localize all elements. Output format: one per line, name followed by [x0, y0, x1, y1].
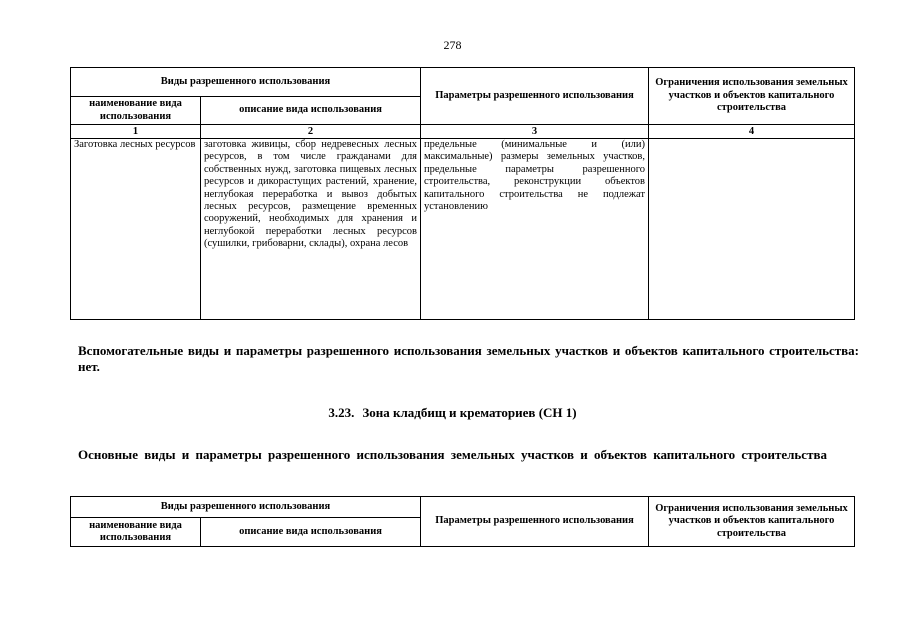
zone-heading-title: Зона кладбищ и крематориев (СН 1) [362, 405, 577, 420]
cell-use-description: заготовка живицы, сбор недревесных лесных ресурсов, в том числе гражданами для собственных нужд, заготовка пищевых лесных ресурсов и дикорастущих растений, хранение, неглубокая переработка и вывоз добытых лесных ресурсов, размещение временных сооружений, необходимых для хранения и неглубокой переработки лесных ресурсов (сушилки, грибоварни, склады), охрана лесов [201, 139, 421, 320]
cell-use-name: Заготовка лесных ресурсов [71, 139, 201, 320]
header-parameters: Параметры разрешенного использования [421, 497, 649, 547]
zone-heading-number: 3.23. [328, 405, 355, 420]
page-number: 278 [443, 38, 462, 52]
header-use-name: наименование вида использования [71, 97, 201, 125]
column-number-1: 1 [71, 125, 201, 139]
header-parameters: Параметры разрешенного использования [421, 68, 649, 125]
auxiliary-uses-paragraph: Вспомогательные виды и параметры разрешенного использования земельных участков и объектов капитального строительства: нет. [78, 343, 859, 374]
header-restrictions: Ограничения использования земельных участков и объектов капитального строительства [649, 497, 855, 547]
table-row [71, 139, 855, 320]
header-use-name: наименование вида использования [71, 518, 201, 547]
header-permitted-use-types: Виды разрешенного использования [71, 68, 421, 97]
column-number-2: 2 [201, 125, 421, 139]
header-permitted-use-types: Виды разрешенного использования [71, 497, 421, 518]
main-uses-paragraph: Основные виды и параметры разрешенного использования земельных участков и объектов капитального строительства [78, 447, 827, 462]
cell-restrictions [649, 139, 855, 320]
column-number-3: 3 [421, 125, 649, 139]
zone-heading [0, 405, 905, 421]
header-restrictions: Ограничения использования земельных участков и объектов капитального строительства [649, 68, 855, 125]
permitted-use-table [70, 67, 855, 320]
column-number-4: 4 [649, 125, 855, 139]
header-use-description: описание вида использования [201, 518, 421, 547]
cemetery-zone-table [70, 496, 855, 547]
cell-parameters: предельные (минимальные и (или) максимальные) размеры земельных участков, предельные параметры разрешенного строительства, реконструкции объектов капитального строительства не подлежат установлению [421, 139, 649, 320]
header-use-description: описание вида использования [201, 97, 421, 125]
